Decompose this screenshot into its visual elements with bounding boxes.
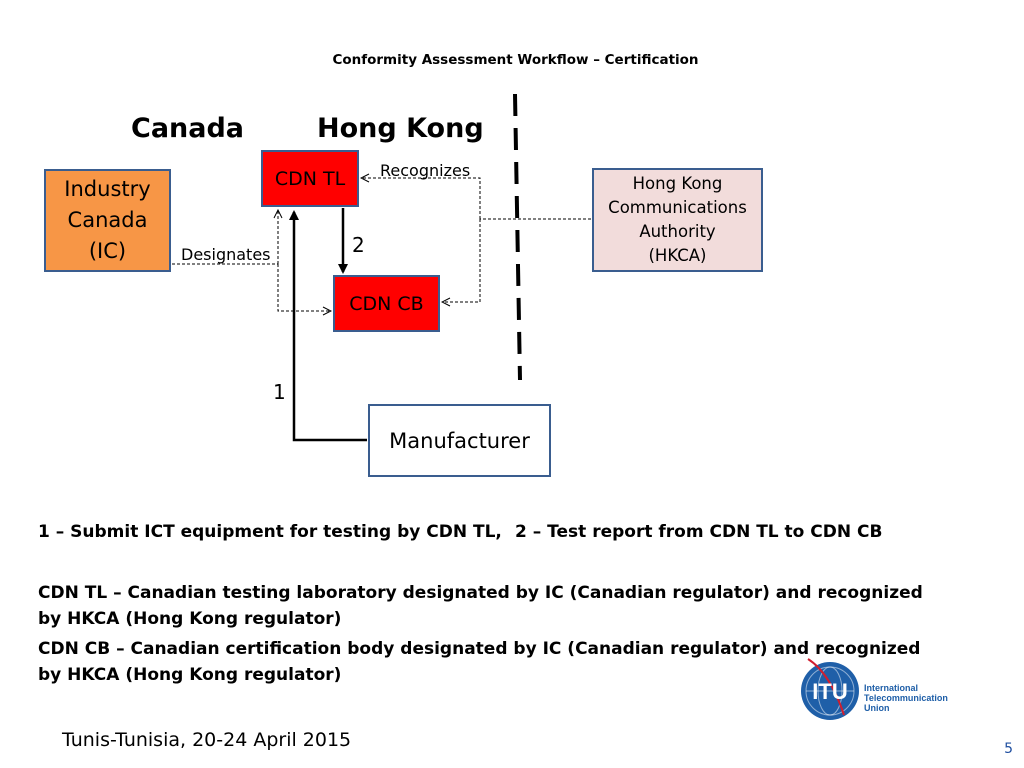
svg-text:Union: Union: [864, 703, 890, 713]
itu-logo: [800, 655, 980, 727]
page-number: 5: [1004, 741, 1013, 757]
slide-title: Conformity Assessment Workflow – Certification: [332, 52, 699, 68]
svg-text:ITU: ITU: [812, 679, 848, 704]
step1-label: 1: [273, 380, 286, 404]
svg-text:Telecommunication: Telecommunication: [864, 693, 948, 703]
step2-label: 2: [352, 233, 365, 257]
note-step1: 1 – Submit ICT equipment for testing by CDN TL,: [38, 522, 502, 542]
cdn-cb-box: CDN CB: [333, 275, 440, 332]
designates-label: Designates: [181, 245, 271, 264]
jurisdiction-divider: [515, 94, 520, 380]
note-cdn-tl-definition: CDN TL – Canadian testing laboratory designated by IC (Canadian regulator) and recognized by HKCA (Hong Kong regulator): [38, 583, 923, 629]
footer-event-text: Tunis-Tunisia, 20-24 April 2015: [62, 729, 352, 751]
note-cdn-cb-definition: CDN CB – Canadian certification body designated by IC (Canadian regulator) and recognized by HKCA (Hong Kong regulator): [38, 639, 921, 685]
region-label-hong-kong: Hong Kong: [317, 113, 484, 144]
hkca-box: Hong Kong Communications Authority (HKCA): [592, 168, 763, 272]
svg-text:International: International: [864, 683, 919, 693]
manufacturer-box: Manufacturer: [368, 404, 551, 477]
region-label-canada: Canada: [131, 113, 245, 144]
note-step2: 2 – Test report from CDN TL to CDN CB: [515, 522, 883, 542]
industry-canada-box: Industry Canada (IC): [44, 169, 171, 272]
cdn-tl-box: CDN TL: [261, 150, 359, 207]
recognizes-label: Recognizes: [380, 161, 471, 180]
